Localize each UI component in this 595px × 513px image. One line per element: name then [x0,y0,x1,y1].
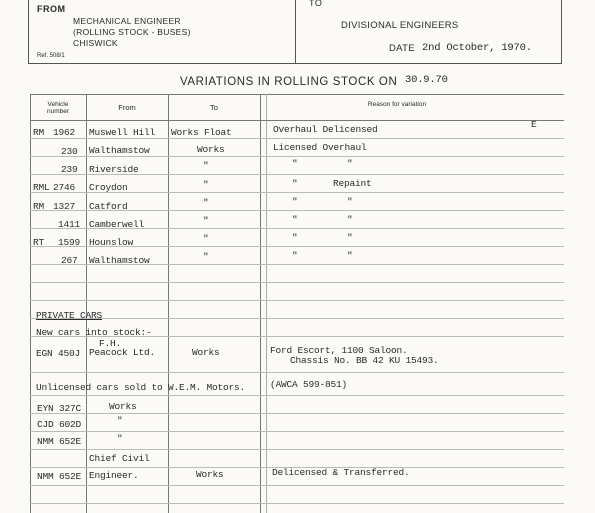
from-cell: Catford [89,201,128,212]
ditto-mark: " [203,179,209,190]
date-value: 2nd October, 1970. [422,42,532,54]
column-header-vehicle [32,101,84,115]
row-rule [30,395,564,396]
row-rule [30,449,564,450]
vehicle-number: 1411 [58,219,81,230]
date-label: DATE [389,43,415,54]
ditto-mark: " [117,433,123,444]
vehicle-number: 230 [61,146,78,157]
row-rule [30,318,564,319]
ditto-mark: " [292,178,298,189]
from-cell: Riverside [89,164,139,175]
column-header-reason: Reason for variation [367,101,427,108]
to-cell: Works [196,469,224,480]
from-line: MECHANICAL ENGINEER [73,16,181,26]
memo-header [28,0,562,64]
column-header-text: Vehicle [47,101,69,108]
ditto-mark: " [203,251,209,262]
header-divider [295,0,296,64]
from-cell: Walthamstow [89,145,150,156]
to-label: TO [309,0,323,8]
from-cell: Works [109,401,137,412]
row-rule [30,431,564,432]
title-date: 30.9.70 [405,74,448,86]
reason-cell: Delicensed & Transferred. [272,467,410,478]
from-cell: Chief Civil [89,453,150,464]
from-cell: Hounslow [89,237,134,248]
document-title: VARIATIONS IN ROLLING STOCK ON [180,76,398,88]
from-cell: Walthamstow [89,255,150,266]
from-label: FROM [37,4,66,14]
from-cell: Camberwell [89,219,145,230]
from-cell: Muswell Hill [89,127,156,138]
to-recipient: DIVISIONAL ENGINEERS [341,20,459,31]
from-line: (ROLLING STOCK - BUSES) [73,27,191,37]
unlicensed-label: Unlicensed cars sold to W.E.M. Motors. [36,382,246,393]
to-cell: Works [197,144,225,155]
reason-cell: Overhaul Delicensed [273,124,378,135]
from-cell: Peacock Ltd. [89,347,156,358]
ditto-mark: " [203,215,209,226]
ditto-mark: " [203,197,209,208]
row-rule [30,503,564,504]
vehicle-number: 2746 [53,182,76,193]
ditto-mark: " [203,160,209,171]
row-rule [30,282,564,283]
new-cars-label: New cars into stock:- [36,327,152,338]
ditto-mark: " [117,415,123,426]
row-rule [30,138,564,139]
vehicle-reg: NMM 652E [37,471,82,482]
vehicle-reg: EYN 327C [37,403,82,414]
section-heading: PRIVATE CARS [36,310,103,321]
column-header-text: number [46,108,70,115]
ditto-mark: " [292,214,298,225]
reason-cell: (AWCA 599-851) [270,379,348,390]
ditto-mark: " [203,233,209,244]
to-cell: Works [192,347,220,358]
margin-mark: E [531,119,537,130]
ditto-mark: " [347,214,353,225]
from-cell: Engineer. [89,470,139,481]
from-cell: Croydon [89,182,128,193]
vehicle-reg: EGN 450J [36,348,81,359]
to-cell: Works Float [171,127,232,138]
vehicle-reg: NMM 652E [37,436,82,447]
vehicle-type: RM [33,201,45,212]
vehicle-number: 1962 [53,127,76,138]
column-header-to: To [210,103,218,112]
column-header-from: From [118,103,136,112]
vehicle-number: 1599 [58,237,81,248]
vehicle-number: 239 [61,164,78,175]
row-rule [30,372,564,373]
reason-cell: Ford Escort, 1100 Saloon. [270,345,408,356]
ditto-mark: " [347,232,353,243]
row-rule [30,485,564,486]
vehicle-number: 267 [61,255,78,266]
row-rule [30,413,564,414]
ditto-mark: " [347,158,353,169]
reason-cell: Licensed Overhaul [273,142,367,153]
ditto-mark: " [292,232,298,243]
ditto-mark: " [292,250,298,261]
from-line: CHISWICK [73,38,118,48]
row-rule [30,300,564,301]
ditto-mark: " [292,158,298,169]
ditto-mark: " [347,250,353,261]
reference-number: Ref. 508/1 [37,53,65,59]
vehicle-number: 1327 [53,201,76,212]
from-cell: F.H. [99,338,122,349]
vehicle-reg: CJD 602D [37,419,82,430]
reason-cell: Repaint [333,178,372,189]
reason-cell: Chassis No. BB 42 KU 15493. [290,355,439,366]
vehicle-type: RML [33,182,50,193]
header-rule [30,120,564,121]
row-rule [30,156,564,157]
vehicle-type: RM [33,127,45,138]
ditto-mark: " [292,196,298,207]
vehicle-type: RT [33,237,45,248]
ditto-mark: " [347,196,353,207]
